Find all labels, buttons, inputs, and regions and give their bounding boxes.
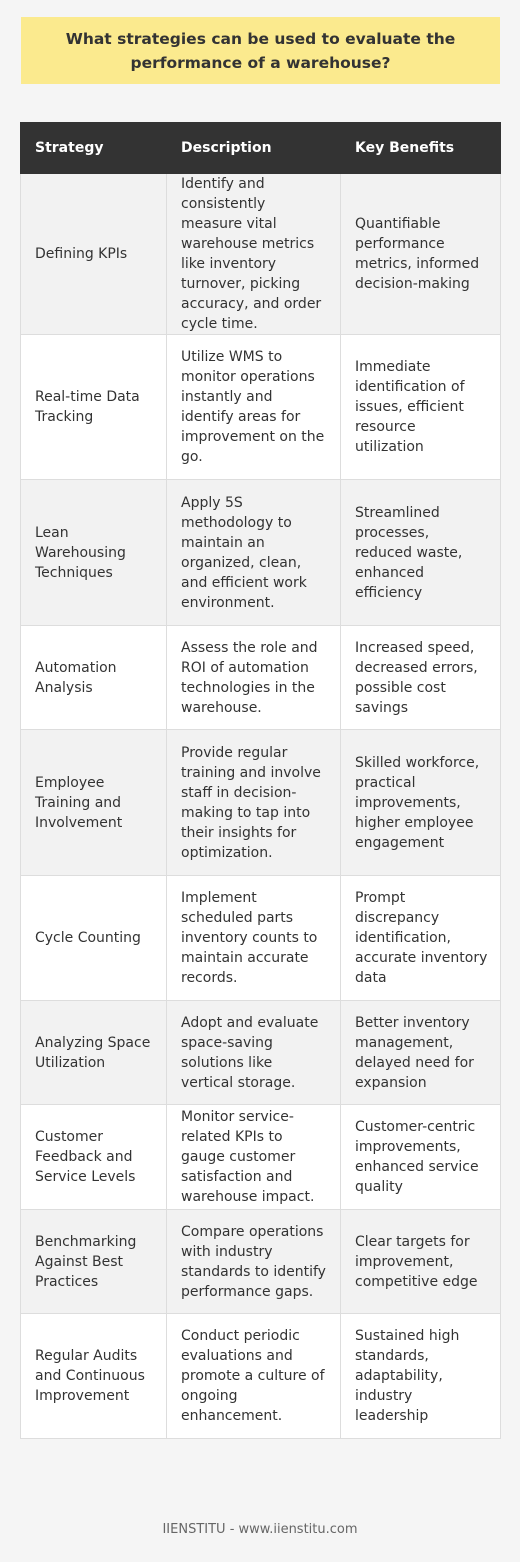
description-cell: Implement scheduled parts inventory counts to maintain accurate records.: [167, 876, 341, 1001]
table-header-row: [21, 123, 501, 174]
strategy-cell: Cycle Counting: [21, 876, 167, 1001]
strategy-cell: Lean Warehousing Techniques: [21, 480, 167, 626]
benefits-cell: Streamlined processes, reduced waste, enhanced efficiency: [341, 480, 501, 626]
table-row: [21, 626, 501, 730]
strategy-cell: Real-time Data Tracking: [21, 335, 167, 480]
benefits-cell: Quantifiable performance metrics, informed decision-making: [341, 174, 501, 335]
table-row: [21, 480, 501, 626]
header-key-benefits: Key Benefits: [341, 123, 501, 174]
benefits-cell: Skilled workforce, practical improvements, higher employee engagement: [341, 730, 501, 876]
table-row: [21, 1105, 501, 1210]
benefits-cell: Immediate identification of issues, efficient resource utilization: [341, 335, 501, 480]
table-row: [21, 1001, 501, 1105]
title-banner: [21, 17, 500, 84]
footer-credit: IIENSTITU - www.iienstitu.com: [162, 1522, 358, 1537]
description-cell: Monitor service-related KPIs to gauge customer satisfaction and warehouse impact.: [167, 1105, 341, 1210]
benefits-cell: Sustained high standards, adaptability, industry leadership: [341, 1314, 501, 1439]
header-description: Description: [167, 123, 341, 174]
strategy-cell: Customer Feedback and Service Levels: [21, 1105, 167, 1210]
table-row: [21, 730, 501, 876]
description-cell: Compare operations with industry standards to identify performance gaps.: [167, 1210, 341, 1314]
description-cell: Adopt and evaluate space-saving solutions like vertical storage.: [167, 1001, 341, 1105]
strategy-cell: Analyzing Space Utilization: [21, 1001, 167, 1105]
page-title: What strategies can be used to evaluate the performance of a warehouse?: [65, 29, 456, 72]
table-row: [21, 876, 501, 1001]
strategy-cell: Automation Analysis: [21, 626, 167, 730]
strategy-cell: Regular Audits and Continuous Improvement: [21, 1314, 167, 1439]
benefits-cell: Clear targets for improvement, competitive edge: [341, 1210, 501, 1314]
description-cell: Apply 5S methodology to maintain an organized, clean, and efficient work environment.: [167, 480, 341, 626]
description-cell: Utilize WMS to monitor operations instantly and identify areas for improvement on the go.: [167, 335, 341, 480]
header-strategy: Strategy: [21, 123, 167, 174]
table-row: [21, 1314, 501, 1439]
benefits-cell: Better inventory management, delayed need for expansion: [341, 1001, 501, 1105]
benefits-cell: Increased speed, decreased errors, possible cost savings: [341, 626, 501, 730]
strategy-cell: Employee Training and Involvement: [21, 730, 167, 876]
strategy-cell: Benchmarking Against Best Practices: [21, 1210, 167, 1314]
table-row: [21, 174, 501, 335]
description-cell: Conduct periodic evaluations and promote a culture of ongoing enhancement.: [167, 1314, 341, 1439]
strategy-table: [20, 122, 501, 1439]
strategy-cell: Defining KPIs: [21, 174, 167, 335]
description-cell: Provide regular training and involve staff in decision-making to tap into their insights for optimization.: [167, 730, 341, 876]
description-cell: Identify and consistently measure vital warehouse metrics like inventory turnover, picking accuracy, and order cycle time.: [167, 174, 341, 335]
table-row: [21, 1210, 501, 1314]
benefits-cell: Prompt discrepancy identification, accurate inventory data: [341, 876, 501, 1001]
benefits-cell: Customer-centric improvements, enhanced service quality: [341, 1105, 501, 1210]
description-cell: Assess the role and ROI of automation technologies in the warehouse.: [167, 626, 341, 730]
table-row: [21, 335, 501, 480]
